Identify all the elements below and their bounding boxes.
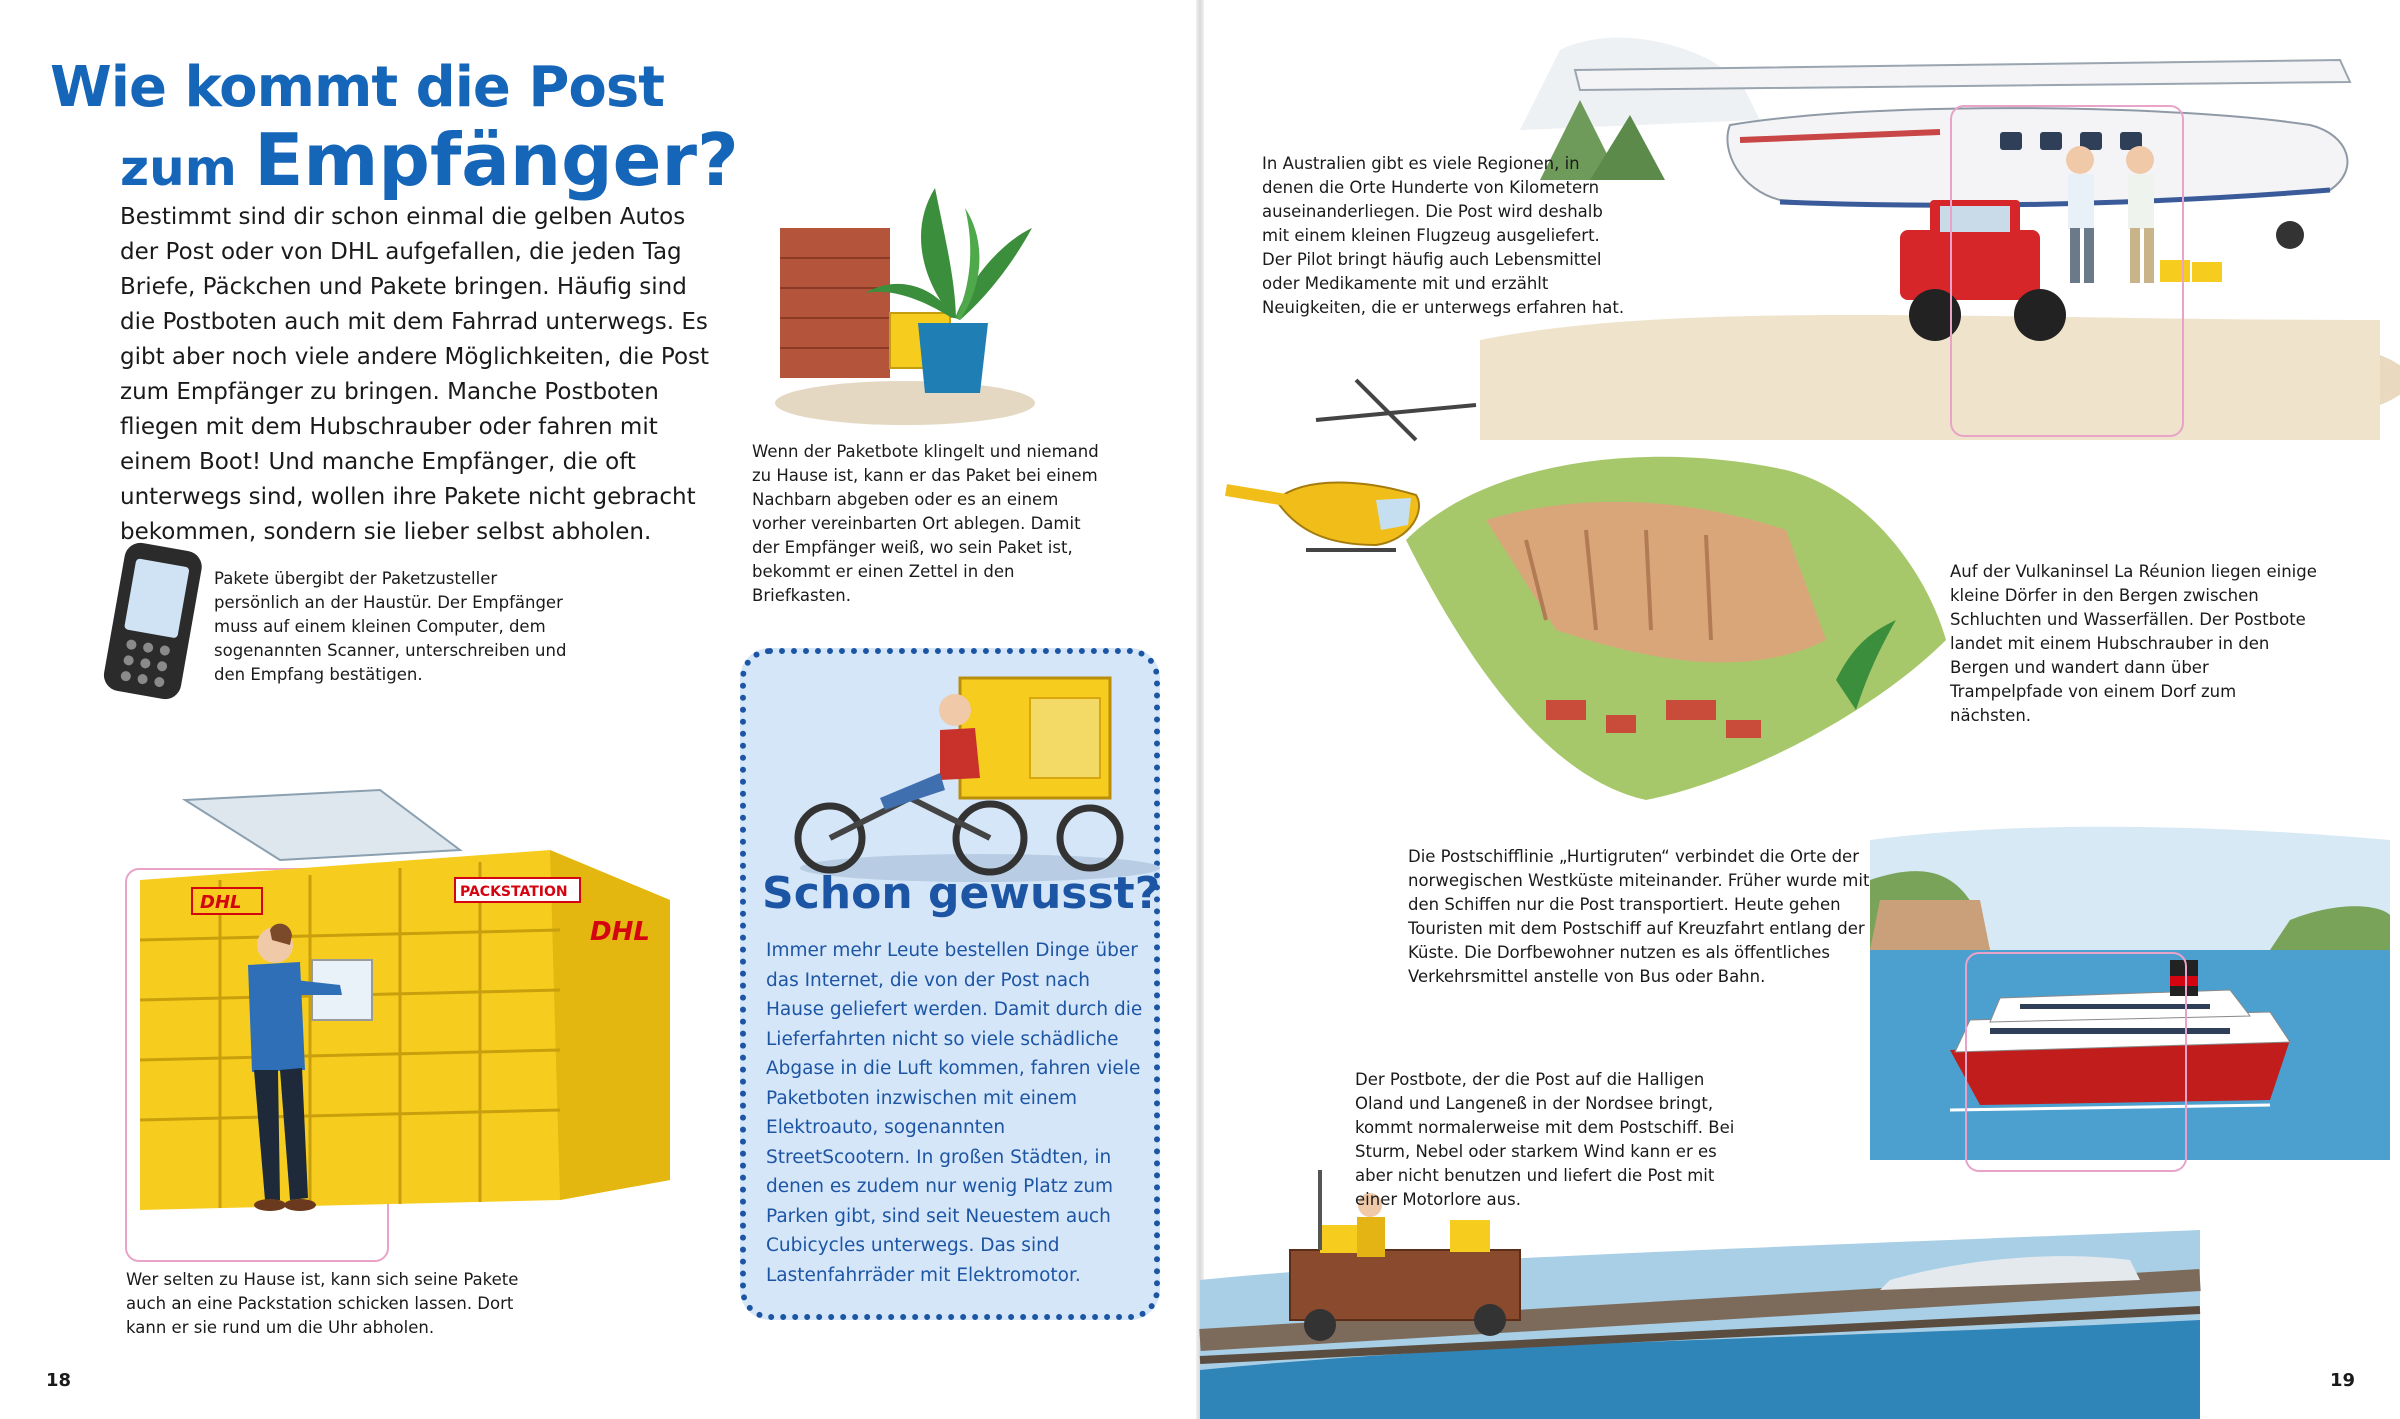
page-number-right: 19 <box>2330 1370 2356 1391</box>
info-box-title: Schon gewusst? <box>762 868 1161 919</box>
plant-illustration <box>770 168 1040 428</box>
caption-hurtigruten: Die Postschifflinie „Hurtigruten“ verbindet die Orte der norwegischen Westküste miteinander. Früher wurde mit den Schiffen nur die Post transportiert. Heute gehen Touristen mit dem Postschiff auf Kreuzfahrt entlang der Küste. Die Dorfbewohner nutzen es als öffentliches Verkehrsmittel anstelle von Bus oder Bahn. <box>1408 847 1870 986</box>
dhl-logo-small: DHL <box>200 892 242 913</box>
title-word-empfaenger: Empfänger? <box>254 118 739 202</box>
title-word-zum: zum <box>120 139 237 197</box>
ship-frame <box>1965 952 2187 1172</box>
scanner-illustration <box>96 540 206 710</box>
caption-reunion: Auf der Vulkaninsel La Réunion liegen einige kleine Dörfer in den Bergen zwischen Schluchten und Wasserfällen. Der Postbote landet mit einem Hubschrauber in den Bergen und wandert dann über Trampelpfade von einem Dorf zum nächsten. <box>1950 562 2317 725</box>
packstation-sign: PACKSTATION <box>460 884 568 900</box>
intro-paragraph: Bestimmt sind dir schon einmal die gelben Autos der Post oder von DHL aufgefallen, die jeden Tag Briefe, Päckchen und Pakete bringen. Häufig sind die Postboten auch mit dem Fahrrad unterwegs. Es gibt aber noch viele andere Möglichkeiten, die Post zum Empfänger zu bringen. Manche Postboten fliegen mit dem Hubschrauber oder fahren mit einem Boot! Und manche Empfänger, die oft unterwegs sind, wollen ihre Pakete nicht gebracht bekommen, sondern sie lieber selbst abholen. <box>120 204 710 545</box>
packstation-illustration <box>130 780 690 1260</box>
caption-australia: In Australien gibt es viele Regionen, in denen die Orte Hunderte von Kilometern auseinanderliegen. Die Post wird deshalb mit einem kleinen Flugzeug ausgeliefert. Der Pilot bringt häufig auch Lebensmittel oder Medikamente mit und erzählt Neuigkeiten, die er unterwegs erfahren hat. <box>1262 154 1625 317</box>
page-number-left: 18 <box>46 1370 72 1391</box>
dhl-logo-side: DHL <box>590 917 650 947</box>
info-box-text: Immer mehr Leute bestellen Dinge über das Internet, die von der Post nach Hause geliefert werden. Damit durch die Lieferfahrten nicht so viele schädliche Abgase in die Luft kommen, fahren viele Paketboten inzwischen mit einem Elektroauto, sogenannten StreetScootern. In großen Städten, in denen es zudem nur wenig Platz zum Parken gibt, sind seit Neuestem auch Cubicycles unterwegs. Das sind Lastenfahrräder mit Elektromotor. <box>766 940 1143 1286</box>
caption-neighbor: Wenn der Paketbote klingelt und niemand zu Hause ist, kann er das Paket bei einem Nachbarn abgeben oder es an einem vorher vereinbarten Ort ablegen. Damit der Empfänger weiß, wo sein Paket ist, bekommt er einen Zettel in den Briefkasten. <box>752 442 1099 605</box>
caption-packstation: Wer selten zu Hause ist, kann sich seine Pakete auch an eine Packstation schicken lassen. Dort kann er sie rund um die Uhr abholen. <box>126 1270 519 1337</box>
cubicycle-illustration <box>790 668 1170 888</box>
caption-halligen: Der Postbote, der die Post auf die Halligen Oland und Langeneß in der Nordsee bringt, kommt normalerweise mit dem Postschiff. Bei Sturm, Nebel oder starkem Wind kann er es aber nicht benutzen und liefert die Post mit einer Motorlore aus. <box>1355 1070 1735 1209</box>
page-title-line2 <box>120 118 739 202</box>
caption-scanner: Pakete übergibt der Paketzusteller persönlich an der Haustür. Der Empfänger muss auf einem kleinen Computer, dem sogenannten Scanner, unterschreiben und den Empfang bestätigen. <box>214 569 567 684</box>
helicopter-scene-illustration <box>1226 380 1986 820</box>
page-title-line1: Wie kommt die Post <box>50 55 664 120</box>
